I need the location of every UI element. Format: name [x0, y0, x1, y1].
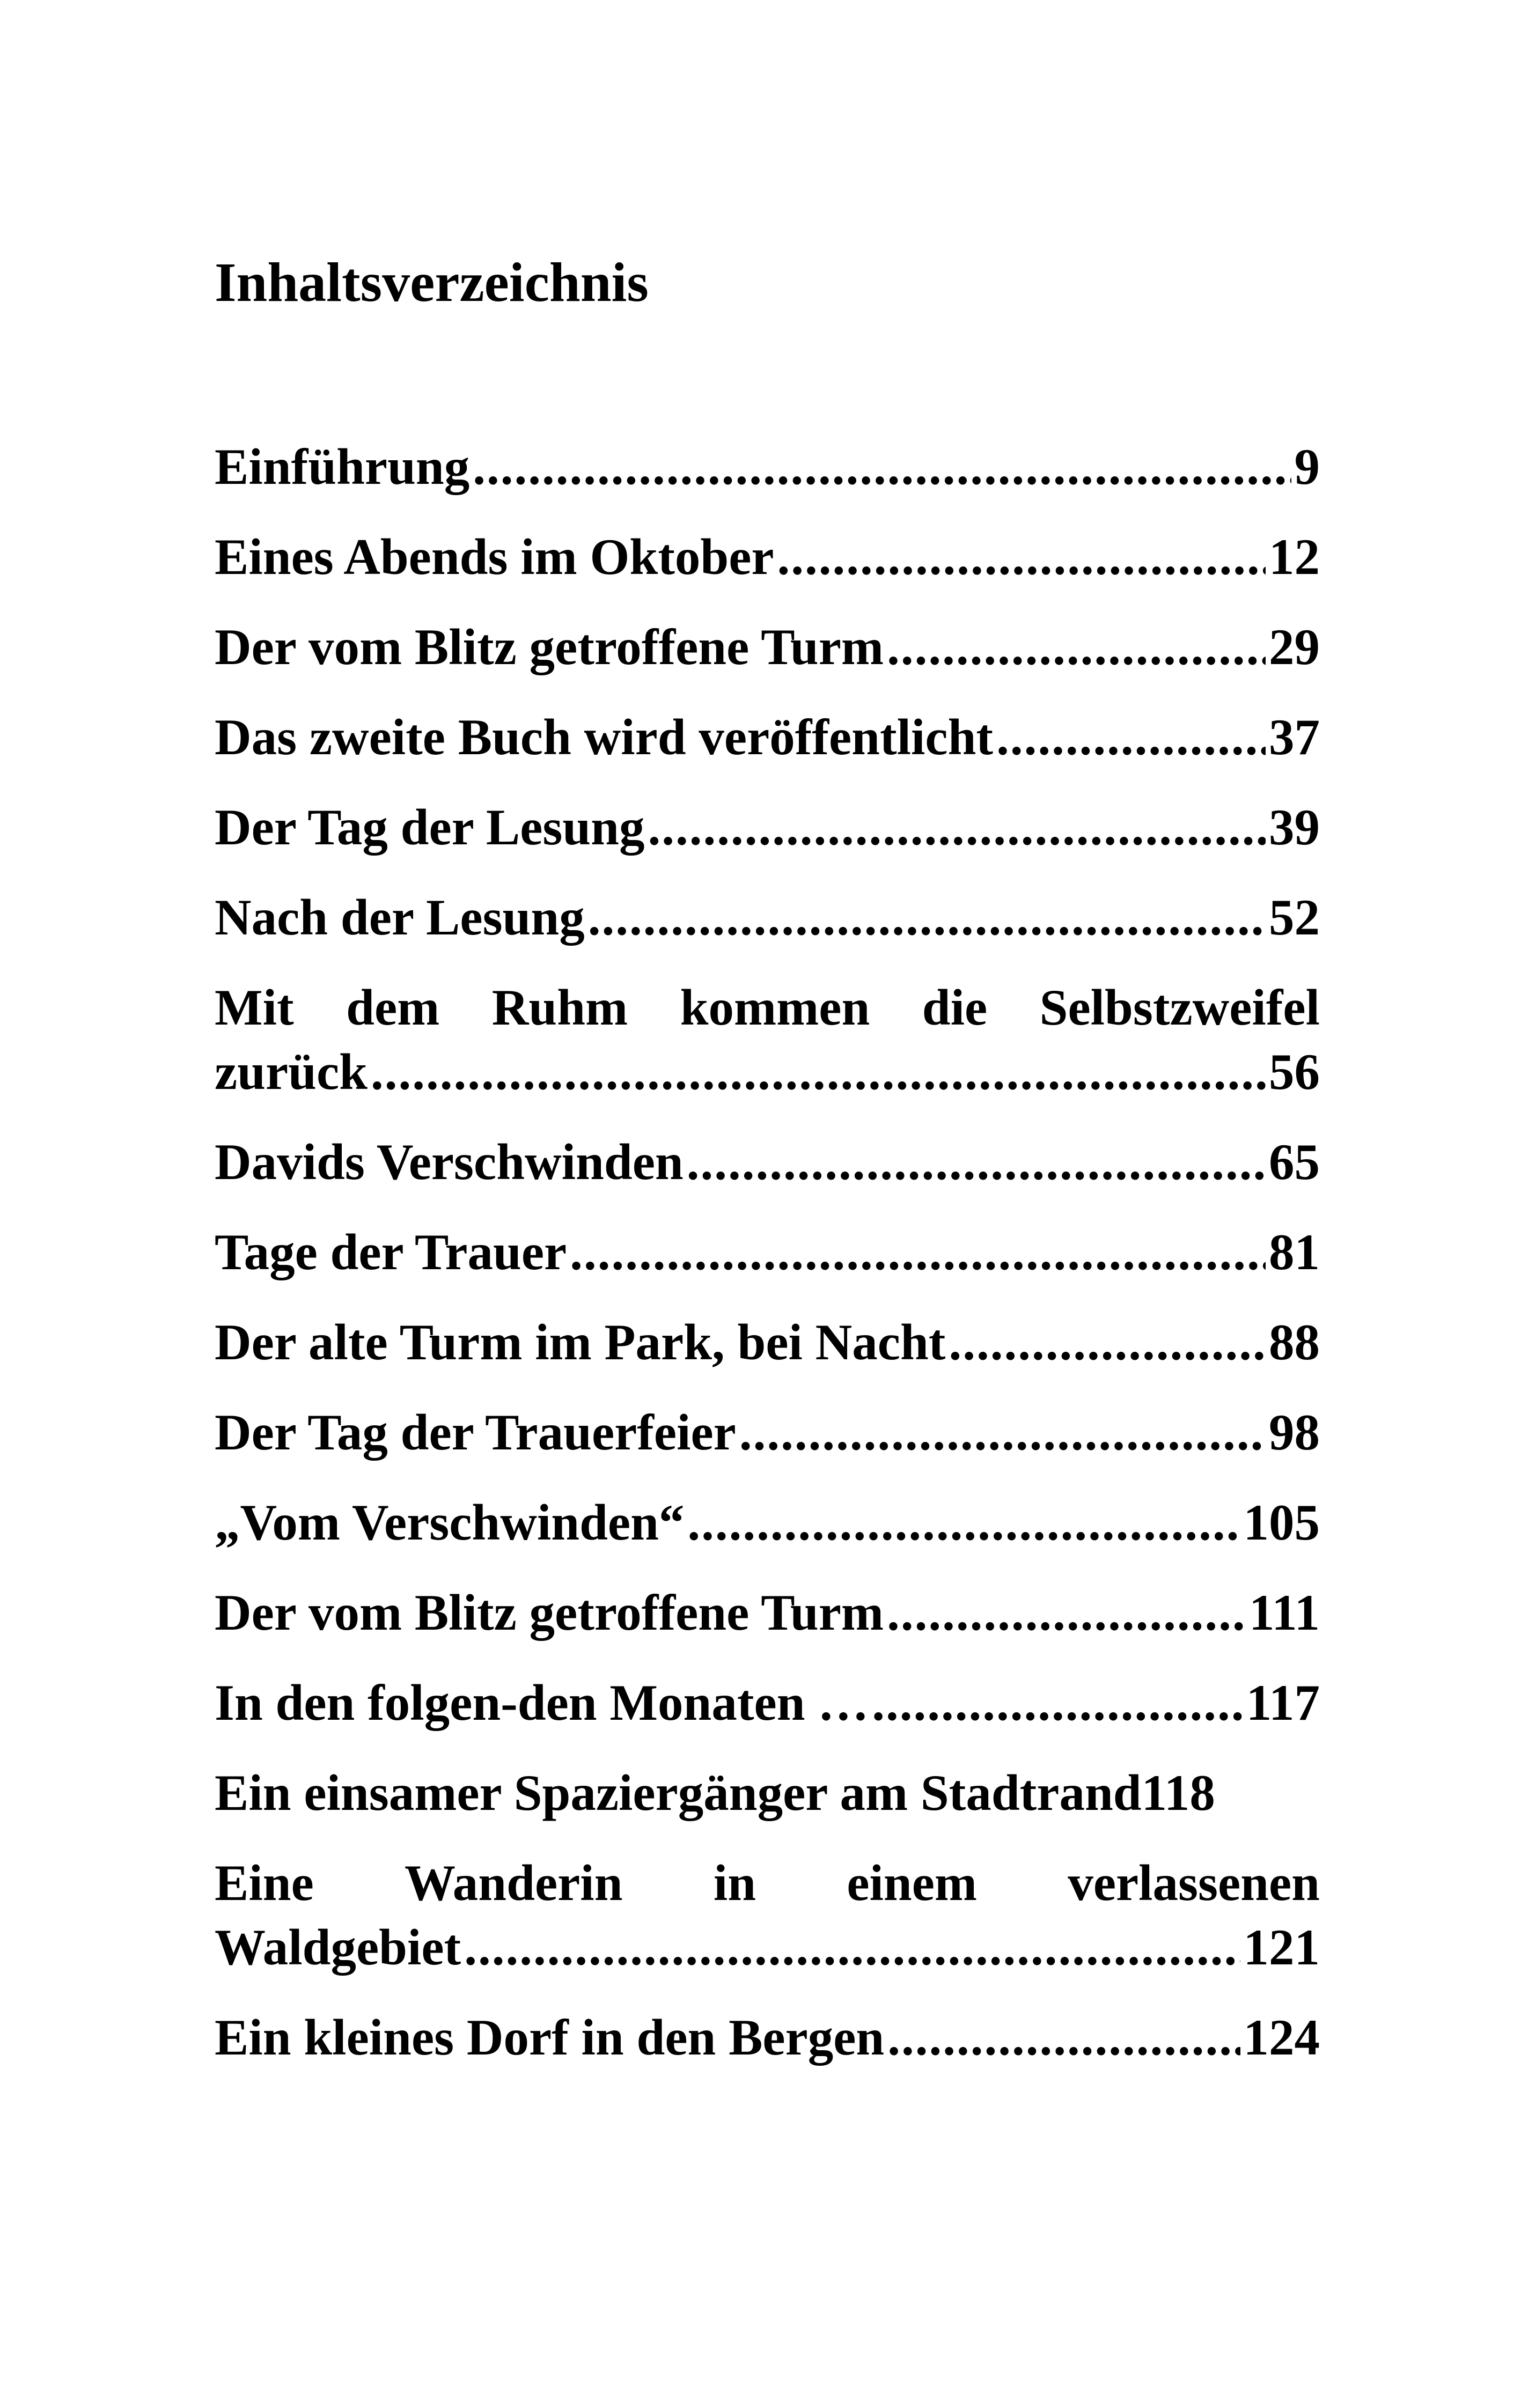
toc-entry-title-word: Ruhm	[491, 979, 628, 1036]
dot-leader	[464, 1915, 1240, 1979]
toc-entry	[215, 1400, 1320, 1464]
dot-leader	[687, 1130, 1266, 1194]
toc-entry-title: Waldgebiet	[215, 1919, 461, 1976]
toc-entry-title: Der Tag der Trauerfeier	[215, 1404, 736, 1461]
toc-entry	[215, 1310, 1320, 1374]
table-of-contents	[215, 435, 1320, 2095]
toc-entry-title-word: dem	[346, 979, 440, 1036]
toc-entry-title: Der Tag der Lesung	[215, 799, 645, 856]
toc-entry	[215, 1220, 1320, 1284]
toc-entry-page: 29	[1269, 618, 1320, 675]
toc-entry-title-line	[215, 1915, 1320, 1979]
toc-entry	[215, 615, 1320, 679]
dot-leader	[687, 1490, 1240, 1555]
toc-entry-page: 124	[1243, 2009, 1320, 2066]
toc-entry-title: Ein kleines Dorf in den Bergen	[215, 2009, 885, 2066]
toc-entry-title: Nach der Lesung	[215, 889, 585, 946]
toc-entry	[215, 795, 1320, 859]
dot-leader	[588, 885, 1266, 949]
page-title: Inhaltsverzeichnis	[215, 252, 649, 313]
toc-entry-page: 88	[1269, 1314, 1320, 1371]
dot-leader	[777, 525, 1266, 589]
toc-entry-page: 105	[1243, 1494, 1320, 1551]
toc-entry	[215, 1761, 1320, 1825]
toc-entry-title-word: Wanderin	[405, 1854, 623, 1911]
toc-entry-title-word: einem	[847, 1854, 978, 1911]
dot-leader	[887, 2005, 1240, 2070]
dot-leader	[648, 795, 1266, 859]
toc-entry	[215, 885, 1320, 949]
toc-entry-title: Das zweite Buch wird veröffentlicht	[215, 709, 994, 765]
toc-entry	[215, 1851, 1320, 1979]
toc-entry-title-word: verlassenen	[1068, 1854, 1320, 1911]
toc-entry-page: 98	[1269, 1404, 1320, 1461]
toc-entry-title-word: kommen	[680, 979, 870, 1036]
toc-entry	[215, 1130, 1320, 1194]
toc-entry-page: 56	[1269, 1043, 1320, 1100]
toc-entry-page: 9	[1294, 438, 1320, 495]
toc-entry	[215, 435, 1320, 499]
dot-leader	[371, 1040, 1266, 1104]
toc-entry-page: 117	[1246, 1674, 1320, 1731]
toc-entry-page: 81	[1269, 1224, 1320, 1280]
toc-entry	[215, 1580, 1320, 1645]
dot-leader	[570, 1220, 1266, 1284]
toc-entry-title: Der vom Blitz getroffene Turm	[215, 1584, 884, 1641]
toc-entry-title: In den folgen-den Monaten …	[215, 1674, 869, 1731]
toc-entry-title-word: Eine	[215, 1854, 314, 1911]
toc-entry-title-word: in	[713, 1854, 756, 1911]
dot-leader	[872, 1670, 1243, 1735]
toc-entry	[215, 975, 1320, 1104]
toc-entry-title-line	[215, 1040, 1320, 1104]
toc-entry-title-line	[215, 975, 1320, 1040]
toc-entry	[215, 1670, 1320, 1735]
dot-leader	[887, 615, 1266, 679]
toc-entry-title-word: Mit	[215, 979, 294, 1036]
toc-entry-title: Der alte Turm im Park, bei Nacht	[215, 1314, 946, 1371]
toc-entry-title: Einführung	[215, 438, 470, 495]
toc-entry-title: „Vom Verschwinden“	[215, 1494, 685, 1551]
dot-leader	[473, 435, 1291, 499]
toc-entry-title: zurück	[215, 1043, 368, 1100]
toc-entry	[215, 1490, 1320, 1555]
toc-entry-title-line	[215, 1851, 1320, 1915]
toc-entry-title: Eines Abends im Oktober	[215, 528, 774, 585]
toc-entry-page: 111	[1248, 1584, 1320, 1641]
toc-entry	[215, 705, 1320, 769]
toc-entry-page: 12	[1269, 528, 1320, 585]
dot-leader	[887, 1580, 1246, 1645]
toc-entry-page: 118	[1141, 1764, 1215, 1821]
toc-entry-page: 52	[1269, 889, 1320, 946]
dot-leader	[949, 1310, 1266, 1374]
toc-entry	[215, 525, 1320, 589]
toc-entry-page: 39	[1269, 799, 1320, 856]
toc-entry-title: Davids Verschwinden	[215, 1133, 684, 1190]
toc-entry-title-word: Selbstzweifel	[1039, 979, 1320, 1036]
dot-leader	[739, 1400, 1266, 1464]
toc-entry-page: 37	[1269, 709, 1320, 765]
toc-entry-title: Ein einsamer Spaziergänger am Stadtrand	[215, 1764, 1142, 1821]
toc-entry-title: Der vom Blitz getroffene Turm	[215, 618, 884, 675]
toc-entry-page: 121	[1243, 1919, 1320, 1976]
toc-entry	[215, 2005, 1320, 2070]
toc-entry-title-word: die	[922, 979, 988, 1036]
toc-entry-page: 65	[1269, 1133, 1320, 1190]
dot-leader	[996, 705, 1266, 769]
toc-entry-title: Tage der Trauer	[215, 1224, 567, 1280]
